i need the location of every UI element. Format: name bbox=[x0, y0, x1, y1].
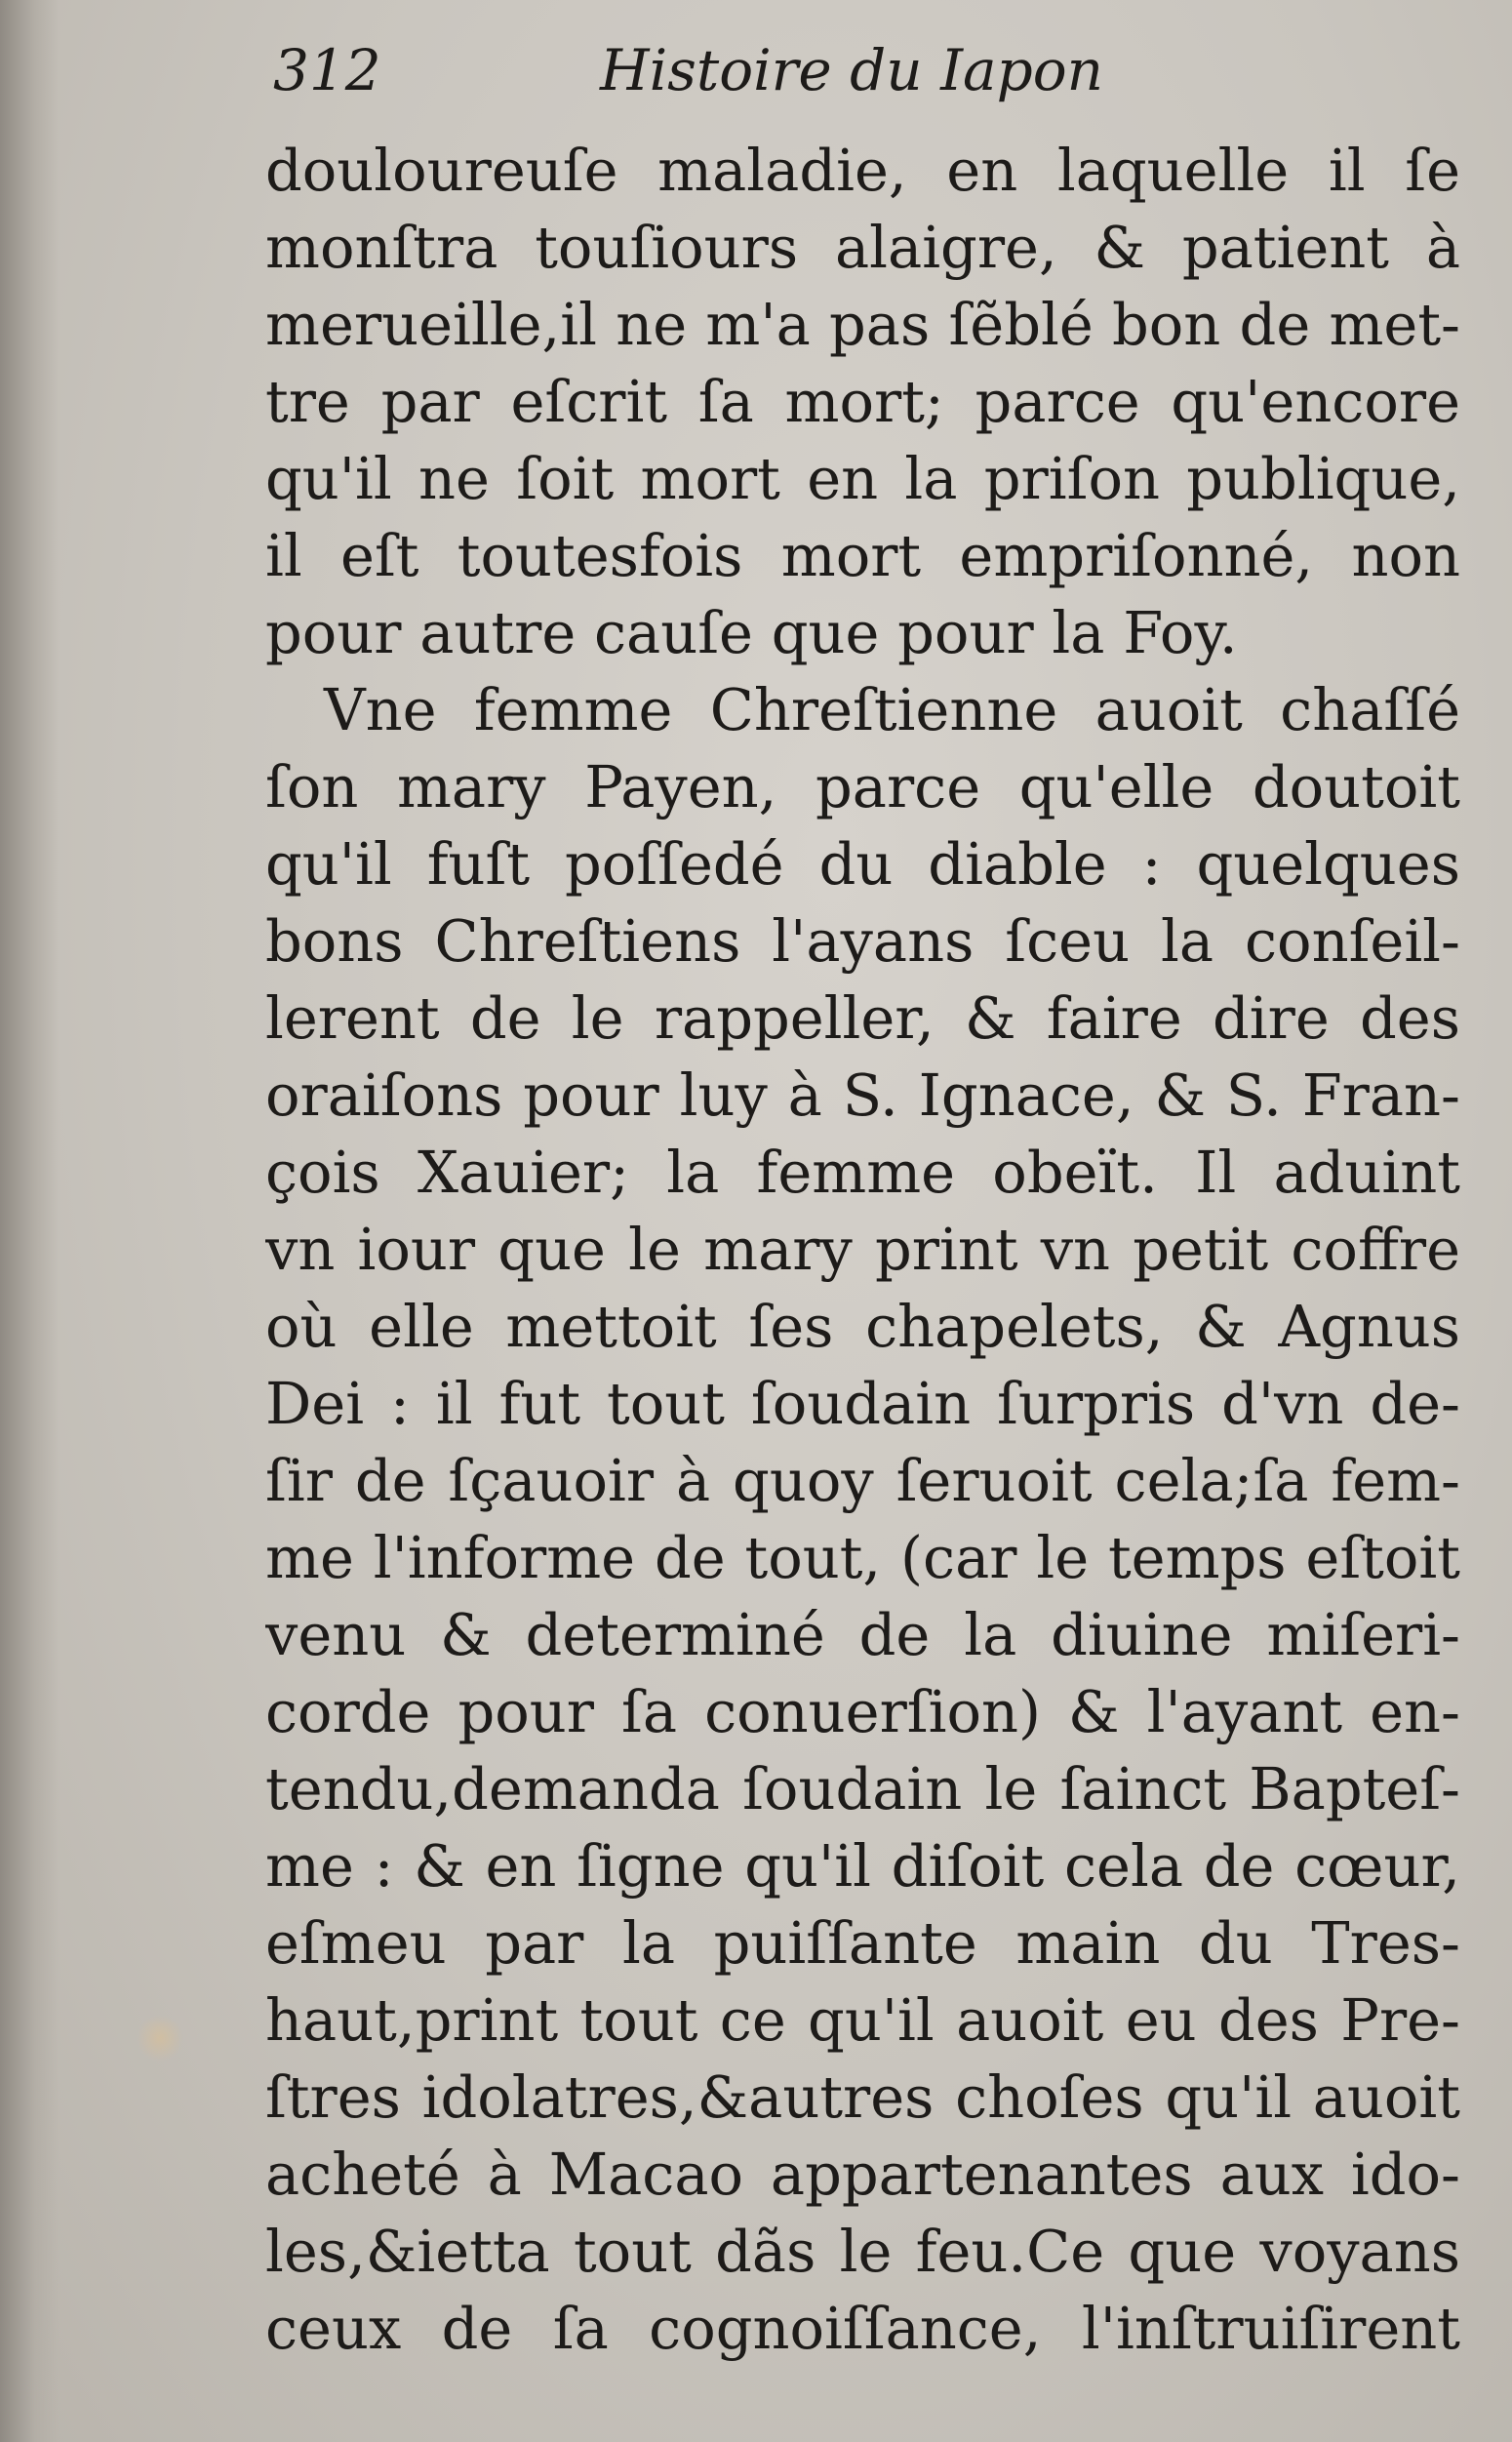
text-line: vn iour que le mary print vn petit coffre bbox=[265, 1216, 1460, 1283]
text-line: acheté à Macao appartenantes aux ido- bbox=[265, 2141, 1460, 2208]
text-line: ſir de ſçauoir à quoy ſeruoit cela;ſa fem- bbox=[265, 1447, 1460, 1514]
text-block bbox=[265, 132, 1460, 2367]
text-line: ſon mary Payen, parce qu'elle doutoit bbox=[265, 753, 1460, 821]
text-line: qu'il fuſt poſſedé du diable : quelques bbox=[265, 830, 1460, 898]
text-line: tendu,demanda ſoudain le ſainct Bapteſ- bbox=[265, 1755, 1460, 1822]
text-line: Dei : il fut tout ſoudain ſurpris d'vn de- bbox=[265, 1370, 1460, 1437]
text-line: me : & en ſigne qu'il diſoit cela de cœur, bbox=[265, 1832, 1460, 1900]
text-line: oraiſons pour luy à S. Ignace, & S. Fran- bbox=[265, 1061, 1460, 1129]
text-line: les,&ietta tout dãs le feu.Ce que voyans bbox=[265, 2218, 1460, 2285]
text-line: Vne femme Chreſtienne auoit chaſſé bbox=[324, 676, 1460, 743]
text-line: venu & determiné de la diuine miſeri- bbox=[265, 1601, 1460, 1668]
text-line: il eſt toutesfois mort empriſonné, non bbox=[265, 522, 1460, 589]
running-header bbox=[273, 37, 1502, 115]
text-line: corde pour ſa conuerſion) & l'ayant en- bbox=[265, 1678, 1460, 1745]
text-line: çois Xauier; la femme obeït. Il aduint bbox=[265, 1139, 1460, 1206]
text-line: haut,print tout ce qu'il auoit eu des Pre- bbox=[265, 1986, 1460, 2054]
text-line: monſtra touſiours alaigre, & patient à bbox=[265, 214, 1460, 281]
text-line: ceux de ſa cognoiſſance, l'inſtruiſirent bbox=[265, 2295, 1460, 2362]
text-line: douloureuſe maladie, en laquelle il ſe bbox=[265, 137, 1460, 204]
text-line: merueille,il ne m'a pas ſẽblé bon de met- bbox=[265, 291, 1460, 358]
text-line: où elle mettoit ſes chapelets, & Agnus bbox=[265, 1293, 1460, 1360]
text-line: tre par eſcrit ſa mort; parce qu'encore bbox=[265, 368, 1460, 435]
text-line: eſmeu par la puiſſante main du Tres- bbox=[265, 1909, 1460, 1977]
page-gutter-shadow bbox=[0, 0, 59, 2442]
paragraph bbox=[265, 671, 1460, 2367]
text-line: bons Chreſtiens l'ayans ſceu la conſeil- bbox=[265, 907, 1460, 975]
paper-stain bbox=[137, 2015, 183, 2062]
text-line: me l'informe de tout, (car le temps eſtoit bbox=[265, 1524, 1460, 1591]
page-number: 312 bbox=[273, 37, 381, 103]
text-line: pour autre cauſe que pour la Foy. bbox=[265, 599, 1238, 666]
paragraph bbox=[265, 132, 1460, 671]
text-line: ſtres idolatres,&autres choſes qu'il auoit bbox=[265, 2063, 1460, 2131]
running-title: Histoire du Iapon bbox=[600, 37, 1103, 103]
text-line: qu'il ne ſoit mort en la priſon publique, bbox=[265, 445, 1460, 512]
text-line: lerent de le rappeller, & faire dire des bbox=[265, 984, 1460, 1052]
